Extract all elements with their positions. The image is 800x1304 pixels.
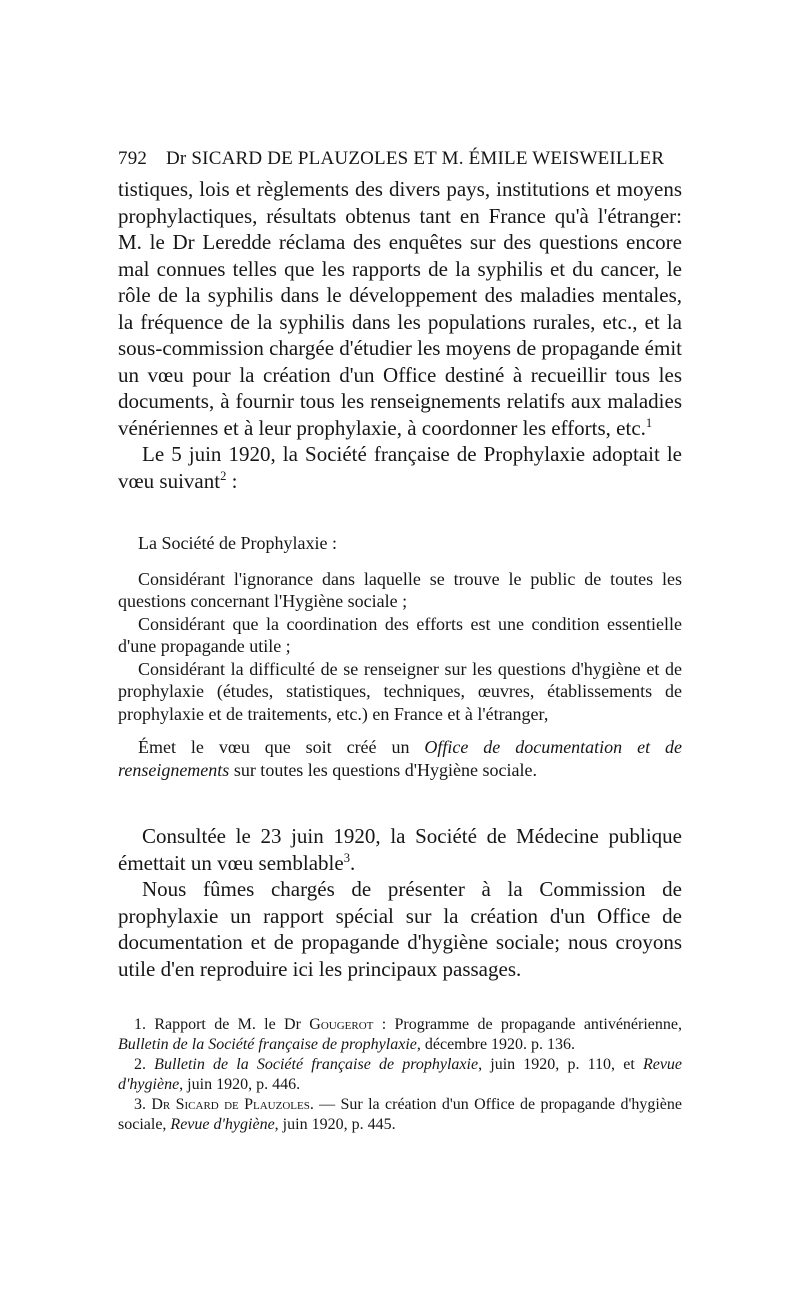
resolution-vow xyxy=(118,736,682,781)
footnote-3-author: Dr Sicard de Plauzoles xyxy=(151,1096,310,1113)
paragraph-1-text: tistiques, lois et règlements des divers pays, institutions et moyens prophylactiques, résultats obtenus tant en France qu'à l'étranger: M. le Dr Leredde réclama des enquêtes sur des questions encore mal connues telles que les rapports de la syphilis et du cancer, le rôle de la syphilis dans le développement des maladies mentales, la fréquence de la syphilis dans les populations rurales, etc., et la sous-commission chargée d'étudier les moyens de propagande émit un vœu pour la création d'un Office destiné à recueillir tous les documents, à fournir tous les renseignements relatifs aux maladies vénériennes et à leur prophylaxie, à coordonner les efforts, etc. xyxy=(118,177,682,440)
footnote-2-journal: Bulletin de la Société française de prophylaxie xyxy=(154,1056,479,1073)
footnote-2-text-b: , juin 1920, p. 446. xyxy=(179,1076,301,1093)
footnote-2 xyxy=(118,1055,682,1095)
main-text-continued xyxy=(118,823,682,982)
paragraph-4: Nous fûmes chargés de présenter à la Commission de prophylaxie un rapport spécial sur la création d'un Office de documentation et de propagande d'hygiène sociale; nous croyons utile d'en reproduire ici les principaux passages. xyxy=(118,877,682,981)
footnote-3-journal: Revue d'hygiène xyxy=(170,1116,275,1133)
paragraph-3-text: Consultée le 23 juin 1920, la Société de Médecine publique émettait un vœu semblable xyxy=(118,824,682,875)
footnote-1-text-b: : Programme de propagande antivénérienne, xyxy=(373,1016,683,1033)
paragraph-2-text: Le 5 juin 1920, la Société française de Prophylaxie adoptait le vœu suivant xyxy=(118,442,682,493)
footnote-3-text-a: . — Sur la création d'un Office de propagande d'hygiène sociale, xyxy=(118,1096,683,1133)
paragraph-2-colon: : xyxy=(226,468,238,493)
footnote-1-journal: Bulletin de la Société française de prophylaxie xyxy=(118,1036,417,1053)
resolution-item-1: Considérant l'ignorance dans laquelle se trouve le public de toutes les questions concernant l'Hygiène sociale ; xyxy=(118,568,682,611)
vow-office-name: Office de documentation et de renseignements xyxy=(118,737,683,780)
header-title: Dr SICARD DE PLAUZOLES ET M. ÉMILE WEISWEILLER xyxy=(166,148,665,169)
vow-start: Émet le vœu que soit créé un xyxy=(138,737,425,757)
paragraph-3: Consultée le 23 juin 1920, la Société de Médecine publique émettait un vœu semblable$^3$. xyxy=(118,824,682,875)
footnote-1-text-a: Rapport de M. le Dr xyxy=(154,1016,310,1033)
footnote-ref-2: 2 xyxy=(220,468,227,483)
resolution-title: La Société de Prophylaxie : xyxy=(138,533,337,553)
page-number: 792 xyxy=(118,148,148,169)
vow-end: sur toutes les questions d'Hygiène sociale. xyxy=(229,759,537,780)
resolution-quote xyxy=(118,532,682,781)
resolution-item-2: Considérant que la coordination des efforts est une condition essentielle d'une propagande utile ; xyxy=(118,613,682,656)
resolution-item-3: Considérant la difficulté de se renseigner sur les questions d'hygiène et de prophylaxie (études, statistiques, techniques, œuvres, établissements de prophylaxie et de traitements, etc.) en France et à l'étranger, xyxy=(118,658,682,724)
footnote-3-num: 3. xyxy=(134,1096,146,1113)
footnote-1-num: 1. xyxy=(134,1016,146,1033)
paragraph-2 xyxy=(118,441,682,494)
footnotes xyxy=(118,1015,682,1135)
footnote-1-author: Gougerot xyxy=(309,1016,374,1033)
main-text xyxy=(118,176,682,494)
footnote-2-text-a: , juin 1920, p. 110, et xyxy=(478,1056,643,1073)
footnote-3-text-b: , juin 1920, p. 445. xyxy=(274,1116,396,1133)
running-header xyxy=(118,148,682,170)
footnote-1 xyxy=(118,1015,682,1055)
footnote-3 xyxy=(118,1095,682,1135)
footnote-ref-3: 3 xyxy=(343,850,350,865)
footnote-2-num: 2. xyxy=(134,1056,146,1073)
footnote-2-journal-2: Revue d'hygiène xyxy=(118,1056,683,1093)
paragraph-1 xyxy=(118,176,682,441)
footnote-ref-1: 1 xyxy=(645,415,653,430)
footnote-1-text-c: , décembre 1920. p. 136. xyxy=(416,1036,576,1053)
